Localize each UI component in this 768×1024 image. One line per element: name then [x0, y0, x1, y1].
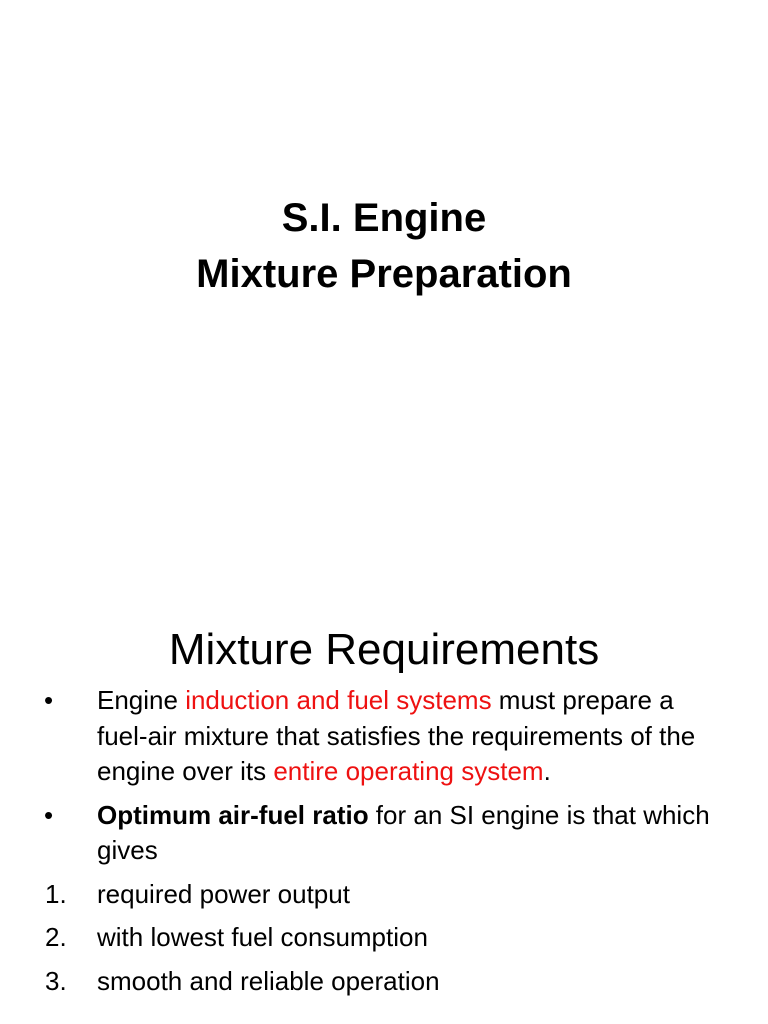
- highlight-text: entire operating system: [273, 756, 544, 786]
- numbered-item: [0, 964, 768, 1000]
- bullet-list: [0, 683, 768, 999]
- bullet-marker: •: [44, 685, 54, 715]
- title-line-1: S.I. Engine: [281, 196, 487, 240]
- numbered-item: [0, 920, 768, 956]
- text-run: must prepare a fuel-air mixture that satisfies the requirements of the engine over its: [97, 685, 696, 786]
- section-heading: Mixture Requirements: [168, 625, 600, 674]
- bullet-marker: •: [44, 799, 54, 830]
- bullet-item-optimum: [0, 798, 768, 869]
- number-marker: 1.: [45, 878, 67, 909]
- numbered-text: required power output: [97, 878, 350, 909]
- text-run: for an SI engine is that which gives: [97, 799, 710, 865]
- number-marker: 2.: [45, 922, 67, 952]
- text-run: Engine: [97, 685, 186, 715]
- slide-title: [0, 190, 768, 302]
- numbered-item: [0, 877, 768, 913]
- numbered-text: smooth and reliable operation: [97, 965, 440, 996]
- number-marker: 3.: [45, 965, 67, 996]
- numbered-text: with lowest fuel consumption: [97, 922, 428, 952]
- bullet-item-induction: [0, 683, 768, 790]
- title-line-2: Mixture Preparation: [196, 252, 572, 296]
- bold-text: Optimum air-fuel ratio: [97, 799, 369, 830]
- highlight-text: induction and fuel systems: [185, 685, 492, 715]
- text-run: .: [543, 756, 551, 786]
- bullet-text: [97, 685, 695, 786]
- bullet-text: [97, 800, 710, 866]
